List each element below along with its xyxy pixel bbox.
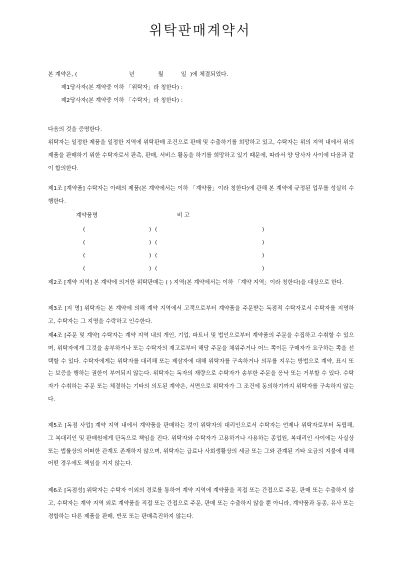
party2-label: 제2당사자(본 계약중 이하 「수탁자」라 칭한다) :	[61, 98, 183, 104]
intro-date-year: 년	[129, 72, 135, 78]
article5-text: 제5조 [독점 사업] 계약 지역 내에서 계약품을 판매하는 것이 위탁자의 대리인으로서 수탁자는 언제나 위탁자로부터 독립해, 그 복대리인 및 판매원에게 단독으로 책임을 진다. 위탁자와 수탁자가 고용하거나 사용하는 종업원, 복대리인 사이에는 사실상 또는 법률상의 어떠한 관계도 존재하지 않으며, 위탁자는 급료나 사회생활상의 세금 또는 그와 관계된 기타 요금의 지불에 대해 어떤 경우에도 책임을 지지 않는다.	[48, 423, 354, 468]
row-close-bracket: )	[149, 266, 152, 272]
party1-label: 제1당사자(본 계약중 이하 「위탁자」라 칭한다) :	[61, 85, 183, 91]
intro-date-month: 월	[158, 72, 164, 78]
row-close-bracket: )	[262, 240, 265, 246]
table-header-product-name: 계약품명	[76, 213, 98, 219]
intro-date-day: 일	[181, 72, 187, 78]
article4-text: 제4조 [주문 및 계약] 수탁자는 계약 지역 내의 개인, 기업, 파트너 및 법인으로부터 계약품의 주문을 수집하고 수취할 수 있으며, 위탁자에게 그것을 송부하거나 또는 수탁자의 재고로부터 해당 주문을 채워주거나 어느 쪽이든 구매자가 요구하는 쪽을 선택할 수 있다. 수탁자에게는 위탁자를 대리해 또는 제삼자에 대해 위탁자를 구속하거나 의무를 지우는 방법으로 계약, 표시 또는 보증을 행하는 권한이 부여되지 않는다. 위탁자는 독자의 재량으로 수탁자가 송부한 주문을 응낙 또는 거부할 수 있다. 수탁자가 수취하는 주문 또는 체결하는 기타의 의도된 계약은, 서면으로 위탁자가 그 조건에 동의하기까지 위탁자를 구속하지 않는다.	[48, 333, 354, 403]
document-title: 위탁판매계약서	[149, 23, 251, 39]
table-header-note: 비 고	[177, 213, 190, 219]
intro-date-prefix: 본 계약은, (	[48, 72, 78, 78]
row-close-bracket: )	[149, 253, 152, 259]
row-close-bracket: )	[262, 253, 265, 259]
intro-date-suffix: )에 체결되었다.	[190, 72, 229, 78]
preamble-heading: 다음의 것을 증명한다.	[48, 127, 102, 133]
row-close-bracket: )	[262, 266, 265, 272]
row-open-bracket: (	[83, 266, 86, 272]
row-close-bracket: )	[262, 227, 265, 233]
preamble-body: 위탁자는 일정한 제품을 일정한 지역에 위탁판매 조건으로 판매 및 수출하기를 희망하고 있고, 수탁자는 위의 지역 내에서 위의 제품을 판매하기 위한 수탁자로서 판촉, 판매, 서비스 활동을 하기를 희망하고 있기 때문에, 따라서 양 당사자 사이에 다음과 같이 합의한다.	[48, 140, 354, 172]
row-open-bracket: (	[83, 240, 86, 246]
article6-text: 제6조 [독점성] 위탁자는 수탁자 이외의 경로를 통하여 계약 지역에 계약품을 직접 또는 간접으로 주문, 판매 또는 수출하지 않고, 수탁자는 계약 지역 외로 계약품을 직접 또는 간접으로 주문, 판매 또는 수출하지 않을 뿐 아니라, 계약품과 동종, 유사 또는 경합하는 다른 제품을 판매, 반포 또는 판매촉진하지 않는다.	[48, 488, 354, 520]
row-close-bracket: )	[149, 227, 152, 233]
row-open-bracket: (	[155, 253, 158, 259]
article3-text: 제3조 [지 명] 위탁자는 본 계약에 의해 계약 지역에서 고객으로부터 계약품을 주문받는 독점적 수탁자로서 수탁자를 지명하고, 수탁자는 그 지명을 수락하고 인수한다.	[48, 306, 354, 325]
row-close-bracket: )	[149, 240, 152, 246]
row-open-bracket: (	[155, 266, 158, 272]
row-open-bracket: (	[83, 253, 86, 259]
row-open-bracket: (	[155, 240, 158, 246]
row-open-bracket: (	[83, 227, 86, 233]
article2-text: 제2조 [계약 지역] 본 계약에 의거한 위탁판매는 ( ) 지역(본 계약에서는 이하 「계약 지역」이라 칭한다)을 대상으로 한다.	[48, 280, 344, 286]
row-open-bracket: (	[155, 227, 158, 233]
article1-text: 제1조 [계약품] 수탁자는 아래의 제품(본 계약에서는 이하 「계약품」이라 칭한다)에 관해 본 계약에 규정된 업무를 성실히 수행한다.	[48, 186, 354, 205]
